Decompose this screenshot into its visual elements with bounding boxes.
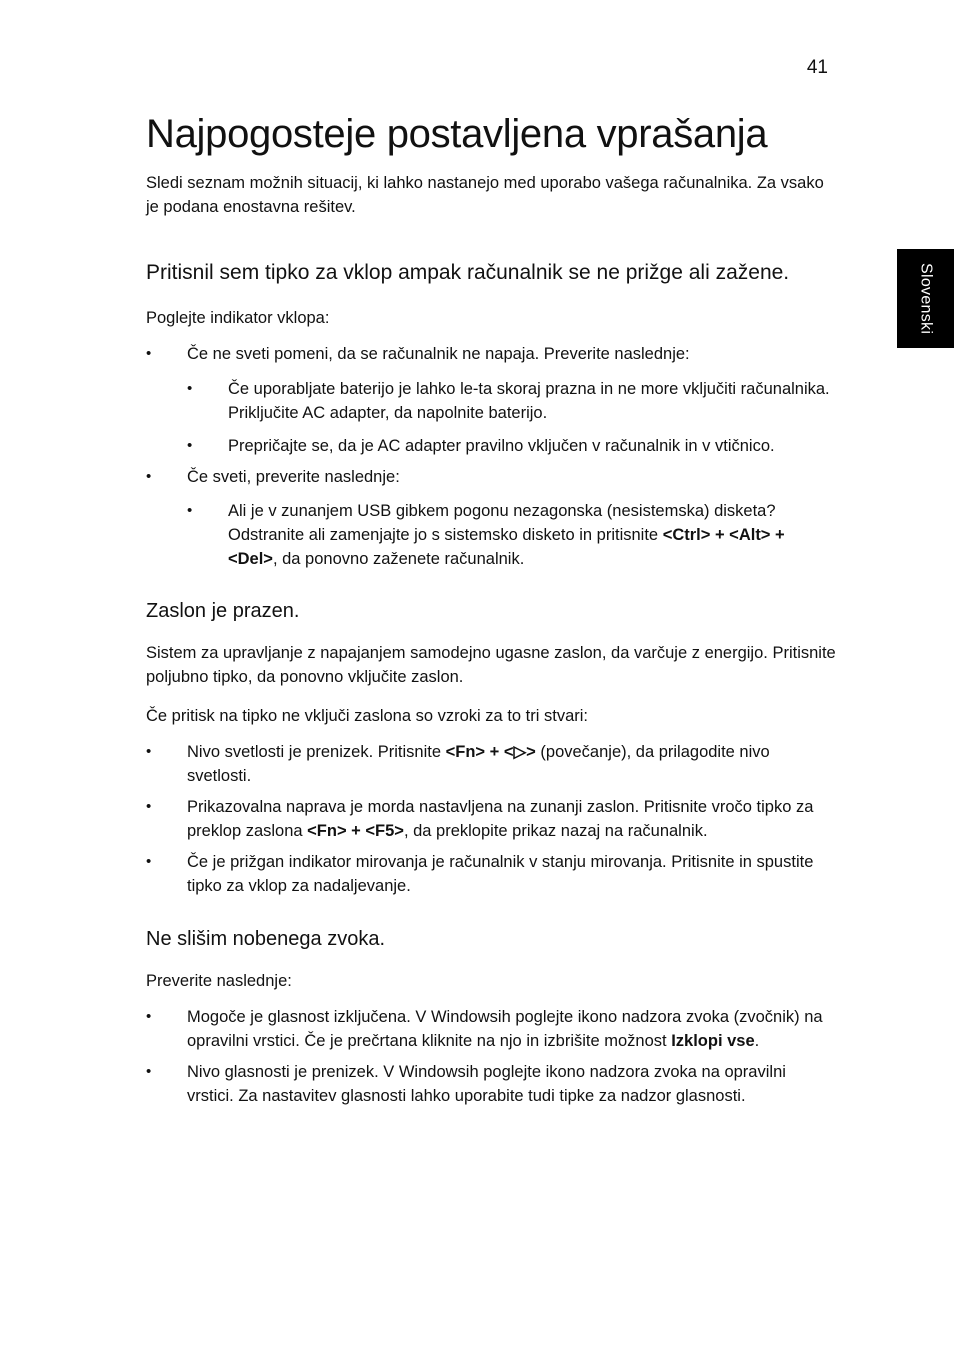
section-heading-power: Pritisnil sem tipko za vklop ampak računalnik se ne prižge ali zažene.	[146, 261, 790, 284]
list-item-text: , da preklopite prikaz nazaj na računalnik.	[403, 822, 708, 840]
list-item-text: Če sveti, preverite naslednje:	[187, 468, 400, 486]
key-combo: <Ctrl> + <Alt> + <Del>	[228, 526, 785, 568]
language-tab	[897, 249, 954, 348]
list-item-text: .	[754, 1032, 760, 1050]
list-item	[146, 342, 836, 366]
bullet: •	[146, 345, 152, 362]
list-item-text: Če ne sveti pomeni, da se računalnik ne napaja. Preverite naslednje:	[187, 345, 690, 363]
list-item	[146, 377, 836, 425]
sound-list	[146, 1005, 836, 1108]
section-heading-display: Zaslon je prazen.	[146, 600, 300, 622]
bullet: •	[187, 502, 193, 519]
page-number: 41	[806, 57, 828, 78]
display-list	[146, 740, 836, 898]
bullet: •	[146, 743, 152, 760]
list-item	[146, 795, 836, 843]
list-item-text: Ali je v zunanjem USB gibkem pogonu nezagonska (nesistemska) disketa? Odstranite ali zamenjajte jo s sistemsko disketo in pritisnite	[228, 502, 776, 544]
list-item-text: (povečanje), da prilagodite nivo svetlosti.	[187, 743, 770, 785]
list-item-text: Če je prižgan indikator mirovanja je računalnik v stanju mirovanja. Pritisnite in spustite tipko za vklop za nadaljevanje.	[187, 853, 814, 895]
list-item-text: Mogoče je glasnost izključena. V Windowsih poglejte ikono nadzora zvoka (zvočnik) na opravilni vrstici. Če je prečrtana kliknite na njo in izbrišite možnost	[187, 1008, 823, 1050]
power-list	[146, 342, 836, 571]
bullet: •	[146, 1063, 152, 1080]
list-item-text: Če uporabljate baterijo je lahko le-ta skoraj prazna in ne more vključiti računalnika. Priključite AC adapter, da napolnite baterijo.	[228, 380, 830, 422]
list-item-text: Nivo glasnosti je prenizek. V Windowsih poglejte ikono nadzora zvoka na opravilni vrstici. Za nastavitev glasnosti lahko uporabite tudi tipke za nadzor glasnosti.	[187, 1063, 786, 1105]
list-item-text: Nivo svetlosti je prenizek. Pritisnite	[187, 743, 446, 761]
bullet: •	[146, 468, 152, 485]
key-combo: <Fn> + <▷>	[445, 743, 536, 761]
list-item	[146, 1005, 836, 1053]
intro-paragraph: Sledi seznam možnih situacij, ki lahko nastanejo med uporabo vašega računalnika. Za vsako je podana enostavna rešitev.	[146, 174, 824, 216]
section-heading-sound: Ne slišim nobenega zvoka.	[146, 928, 386, 950]
list-item	[146, 850, 836, 898]
key-combo: <Fn> + <F5>	[307, 822, 404, 840]
bullet: •	[187, 380, 193, 397]
bullet: •	[146, 798, 152, 815]
page-title: Najpogosteje postavljena vprašanja	[146, 112, 768, 156]
display-paragraph: Če pritisk na tipko ne vključi zaslona so vzroki za to tri stvari:	[146, 707, 588, 725]
display-paragraph: Sistem za upravljanje z napajanjem samodejno ugasne zaslon, da varčuje z energijo. Pritisnite poljubno tipko, da ponovno vključite zaslon.	[146, 644, 836, 686]
option-name: Izklopi vse	[671, 1032, 755, 1050]
language-tab-label: Slovenski	[917, 262, 935, 335]
list-item	[146, 499, 836, 571]
power-lead: Poglejte indikator vklopa:	[146, 309, 330, 327]
list-item-text: Prepričajte se, da je AC adapter pravilno vključen v računalnik in v vtičnico.	[228, 437, 775, 455]
list-item	[146, 434, 836, 458]
bullet: •	[146, 853, 152, 870]
list-item	[146, 465, 836, 489]
bullet: •	[187, 437, 193, 454]
sound-lead: Preverite naslednje:	[146, 972, 292, 990]
list-item	[146, 1060, 836, 1108]
list-item-text: Prikazovalna naprava je morda nastavljena na zunanji zaslon. Pritisnite vročo tipko za preklop zaslona	[187, 798, 814, 840]
list-item	[146, 740, 836, 788]
page-content	[146, 112, 836, 1108]
list-item-text: , da ponovno zaženete računalnik.	[272, 550, 525, 568]
bullet: •	[146, 1008, 152, 1025]
